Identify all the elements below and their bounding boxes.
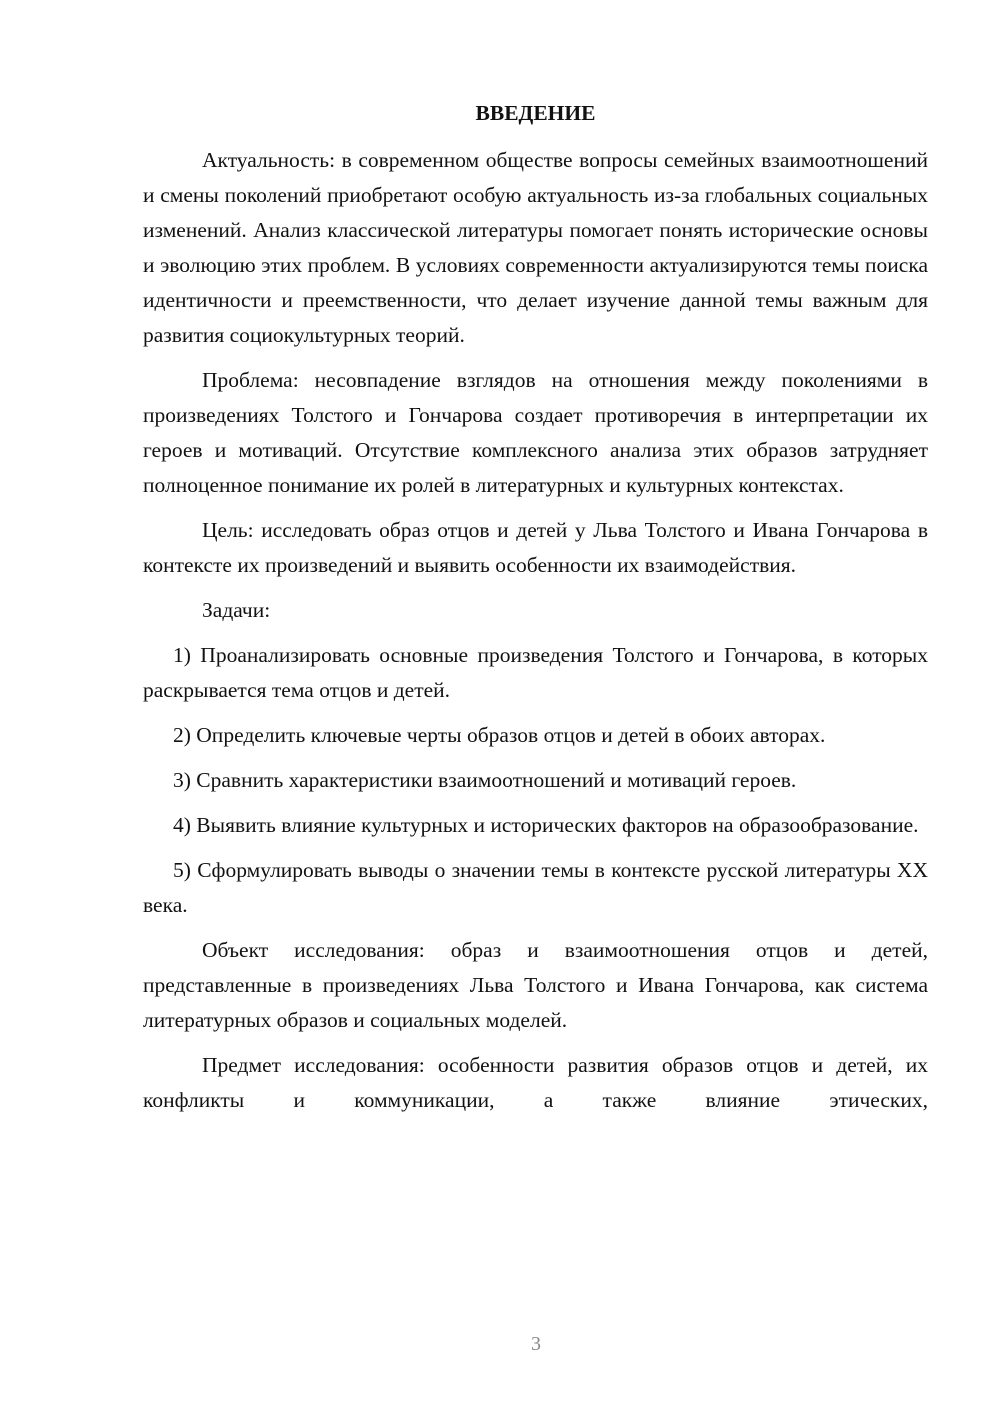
task-item: 5) Сформулировать выводы о значении темы в контексте русской литературы XX века. xyxy=(143,858,928,917)
task-item: 3) Сравнить характеристики взаимоотношений и мотиваций героев. xyxy=(173,768,797,792)
task-item: 4) Выявить влияние культурных и исторических факторов на образообразование. xyxy=(173,813,919,837)
tasks-heading: Задачи: xyxy=(202,598,271,622)
task-item: 1) Проанализировать основные произведения Толстого и Гончарова, в которых раскрывается тема отцов и детей. xyxy=(143,643,928,702)
object-paragraph: Объект исследования: образ и взаимоотношения отцов и детей, представленные в произведениях Льва Толстого и Ивана Гончарова, как система литературных образов и социальных моделей. xyxy=(143,938,928,1032)
page-number: 3 xyxy=(531,1333,541,1355)
goal-paragraph: Цель: исследовать образ отцов и детей у Льва Толстого и Ивана Гончарова в контексте их произведений и выявить особенности их взаимодействия. xyxy=(143,518,928,577)
task-item: 2) Определить ключевые черты образов отцов и детей в обоих авторах. xyxy=(173,723,826,747)
problem-paragraph: Проблема: несовпадение взглядов на отношения между поколениями в произведениях Толстого и Гончарова создает противоречия в интерпретации их героев и мотиваций. Отсутствие комплексного анализа этих образов затрудняет полноценное понимание их ролей в литературных и культурных контекстах. xyxy=(143,368,928,497)
page-body xyxy=(143,96,928,1128)
relevance-paragraph: Актуальность: в современном обществе вопросы семейных взаимоотношений и смены поколений приобретают особую актуальность из-за глобальных социальных изменений. Анализ классической литературы помогает понять исторические основы и эволюцию этих проблем. В условиях современности актуализируются темы поиска идентичности и преемственности, что делает изучение данной темы важным для развития социокультурных теорий. xyxy=(143,148,928,347)
subject-paragraph: Предмет исследования: особенности развития образов отцов и детей, их конфликты и коммуникации, а также влияние этических, xyxy=(143,1053,928,1112)
section-title: ВВЕДЕНИЕ xyxy=(475,101,596,125)
